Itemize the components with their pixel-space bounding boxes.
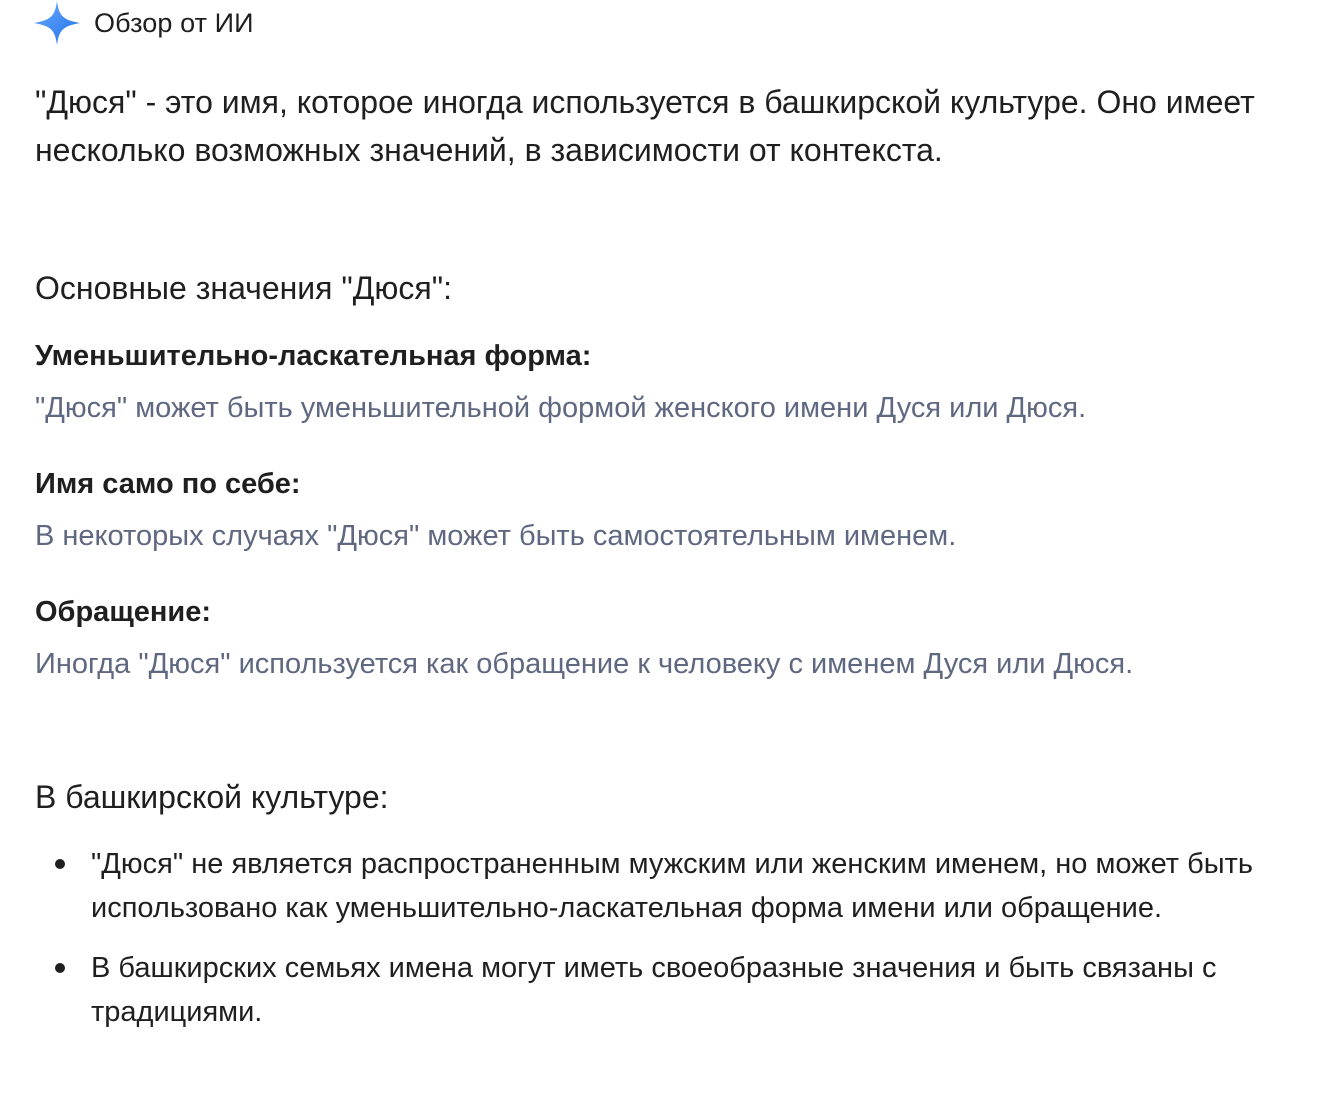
meaning-description: "Дюся" может быть уменьшительной формой женского имени Дуся или Дюся. [35,392,1087,424]
list-item [35,946,1305,1034]
ai-overview-header [32,0,254,46]
sparkle-icon [32,0,82,46]
list-item-text: В башкирских семьях имена могут иметь своеобразные значения и быть связаны с традициями. [91,952,1217,1028]
bullet-dot-icon [55,963,65,973]
meaning-term: Обращение: [35,596,212,628]
list-item-text: "Дюся" не является распространенным мужским или женским именем, но может быть использовано как уменьшительно-ласкательная форма имени или обращение. [91,848,1253,924]
meaning-description: Иногда "Дюся" используется как обращение к человеку с именем Дуся или Дюся. [35,648,1134,680]
meaning-term: Уменьшительно-ласкательная форма: [35,340,592,372]
meaning-term: Имя само по себе: [35,468,301,500]
intro-paragraph: "Дюся" - это имя, которое иногда используется в башкирской культуре. Оно имеет несколько возможных значений, в зависимости от контекста. [35,84,1255,168]
culture-bullet-list [35,842,1305,1034]
bullet-dot-icon [55,859,65,869]
header-title: Обзор от ИИ [94,7,254,38]
section-heading-meanings: Основные значения "Дюся": [35,270,452,306]
meaning-description: В некоторых случаях "Дюся" может быть самостоятельным именем. [35,520,957,552]
section-heading-culture: В башкирской культуре: [35,779,389,815]
list-item [35,842,1305,930]
